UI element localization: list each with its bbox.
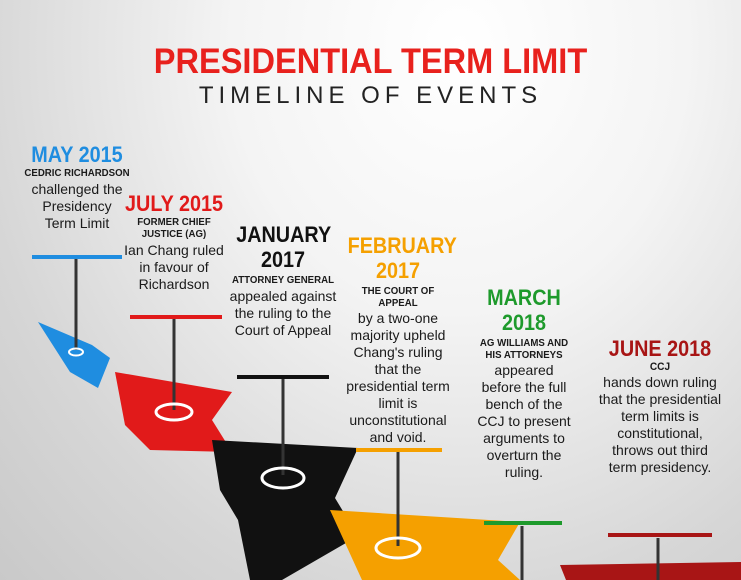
event-actor: FORMER CHIEF JUSTICE (AG): [137, 216, 211, 240]
event-january-2017: [224, 222, 342, 339]
event-date: FEBRUARY 2017: [347, 233, 457, 283]
event-actor: AG WILLIAMS AND HIS ATTORNEYS: [479, 337, 569, 361]
event-underline-5: [484, 521, 562, 525]
event-description: by a two-one majority upheld Chang's ruling that the presidential term limit is unconstitutional and void.: [346, 310, 450, 445]
event-july-2015: [112, 191, 236, 293]
event-date: JUNE 2018: [608, 336, 712, 361]
event-underline-3: [237, 375, 329, 379]
event-june-2018: [594, 336, 726, 476]
event-underline-4: [356, 448, 442, 452]
event-actor: ATTORNEY GENERAL: [231, 274, 334, 286]
event-date: JANUARY 2017: [236, 222, 332, 272]
road-segment-darkred: [560, 562, 741, 580]
event-february-2017: [342, 233, 457, 446]
event-description: challenged the Presidency Term Limit: [31, 181, 123, 231]
road-segment-black: [212, 440, 358, 580]
event-description: appeared before the full bench of the CCJ to present arguments to overturn the ruling.: [477, 362, 571, 480]
event-actor: CEDRIC RICHARDSON: [24, 167, 130, 179]
event-actor: CCJ: [649, 361, 671, 373]
event-date: MARCH 2018: [487, 285, 561, 335]
event-underline-1: [32, 255, 122, 259]
event-march-2018: [474, 285, 574, 481]
event-underline-6: [608, 533, 712, 537]
event-description: appealed against the ruling to the Court of Appeal: [229, 288, 337, 338]
event-actor: THE COURT OF APPEAL: [361, 285, 435, 309]
event-underline-2: [130, 315, 222, 319]
event-description: hands down ruling that the presidential term limits is constitutional, throws out third term presidency.: [598, 374, 722, 475]
event-description: Ian Chang ruled in favour of Richardson: [124, 242, 224, 292]
page-title: PRESIDENTIAL TERM LIMIT: [153, 42, 588, 81]
event-date: MAY 2015: [31, 142, 123, 167]
page-subtitle: TIMELINE OF EVENTS: [198, 82, 543, 109]
event-date: JULY 2015: [125, 191, 223, 216]
